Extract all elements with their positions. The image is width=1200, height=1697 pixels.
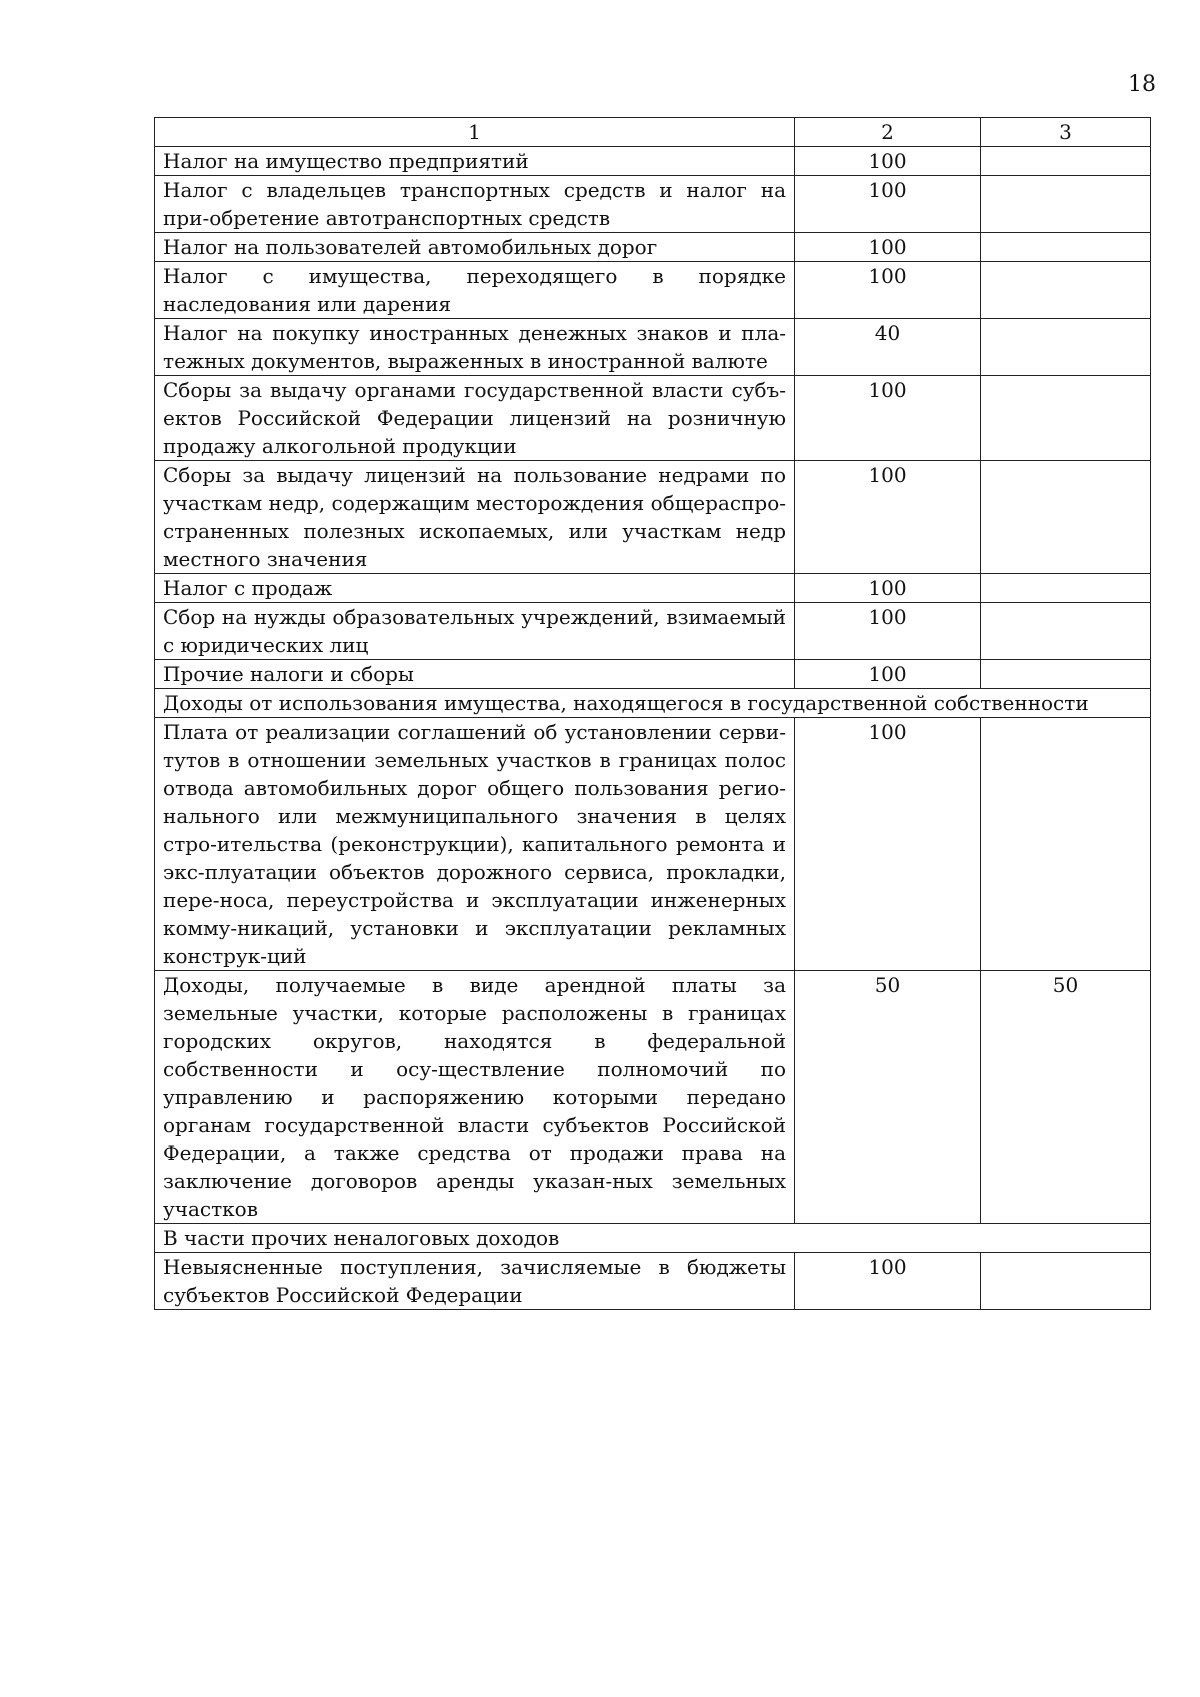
row-name: Налог с владельцев транспортных средств и налог на при-обретение автотранспортных средств	[155, 176, 795, 233]
row-value-col2: 100	[795, 176, 981, 233]
section-title-property: Доходы от использования имущества, находящегося в государственной собственности	[155, 689, 1151, 718]
row-value-col3	[981, 176, 1151, 233]
row-value-col2: 100	[795, 574, 981, 603]
row-value-col3	[981, 376, 1151, 461]
table-row	[155, 176, 1151, 233]
row-value-col2: 100	[795, 718, 981, 971]
table-header-row	[155, 118, 1151, 147]
column-header-1: 1	[155, 118, 795, 147]
table-row	[155, 262, 1151, 319]
row-value-col2: 100	[795, 660, 981, 689]
row-name: Доходы, получаемые в виде арендной платы за земельные участки, которые расположены в границах городских округов, находятся в федеральной собственности и осу-ществление полномочий по управлению и распоряжению которыми передано органам государственной власти субъектов Российской Федерации, а также средства от продажи права на заключение договоров аренды указан-ных земельных участков	[155, 971, 795, 1224]
table-row	[155, 660, 1151, 689]
row-value-col2: 100	[795, 147, 981, 176]
row-name: Невыясненные поступления, зачисляемые в бюджеты субъектов Российской Федерации	[155, 1253, 795, 1310]
row-value-col2: 40	[795, 319, 981, 376]
column-header-3: 3	[981, 118, 1151, 147]
row-name: Плата от реализации соглашений об установлении серви-тутов в отношении земельных участков в границах полос отвода автомобильных дорог общего пользования регио-нального или межмуниципального значения в целях стро-ительства (реконструкции), капитального ремонта и экс-плуатации объектов дорожного сервиса, прокладки, пере-носа, переустройства и эксплуатации инженерных комму-никаций, установки и эксплуатации рекламных конструк-ций	[155, 718, 795, 971]
table-row	[155, 461, 1151, 574]
table-row	[155, 376, 1151, 461]
row-name: Налог на покупку иностранных денежных знаков и пла-тежных документов, выраженных в иностранной валюте	[155, 319, 795, 376]
section-row	[155, 689, 1151, 718]
row-value-col3	[981, 147, 1151, 176]
table-row	[155, 233, 1151, 262]
row-name: Сборы за выдачу органами государственной власти субъ-ектов Российской Федерации лицензий на розничную продажу алкогольной продукции	[155, 376, 795, 461]
row-value-col3: 50	[981, 971, 1151, 1224]
section-title-other: В части прочих неналоговых доходов	[155, 1224, 1151, 1253]
row-value-col3	[981, 1253, 1151, 1310]
row-value-col3	[981, 461, 1151, 574]
table-row	[155, 603, 1151, 660]
row-value-col2: 100	[795, 603, 981, 660]
row-value-col3	[981, 660, 1151, 689]
table-row	[155, 971, 1151, 1224]
row-name: Налог на пользователей автомобильных дорог	[155, 233, 795, 262]
row-name: Сборы за выдачу лицензий на пользование недрами по участкам недр, содержащим месторождения общераспро-страненных полезных ископаемых, или участкам недр местного значения	[155, 461, 795, 574]
row-name: Налог с имущества, переходящего в порядке наследования или дарения	[155, 262, 795, 319]
row-value-col3	[981, 319, 1151, 376]
row-value-col3	[981, 262, 1151, 319]
row-name: Сбор на нужды образовательных учреждений, взимаемый с юридических лиц	[155, 603, 795, 660]
page-number: 18	[1128, 72, 1156, 97]
section-row	[155, 1224, 1151, 1253]
row-value-col3	[981, 574, 1151, 603]
table-row	[155, 574, 1151, 603]
revenue-distribution-table	[154, 117, 1151, 1310]
row-name: Прочие налоги и сборы	[155, 660, 795, 689]
row-value-col3	[981, 603, 1151, 660]
table-row	[155, 718, 1151, 971]
row-value-col2: 100	[795, 262, 981, 319]
row-value-col2: 50	[795, 971, 981, 1224]
table-row	[155, 1253, 1151, 1310]
row-value-col3	[981, 718, 1151, 971]
row-value-col2: 100	[795, 376, 981, 461]
table-row	[155, 319, 1151, 376]
row-name: Налог с продаж	[155, 574, 795, 603]
row-value-col2: 100	[795, 1253, 981, 1310]
row-value-col2: 100	[795, 233, 981, 262]
column-header-2: 2	[795, 118, 981, 147]
row-name: Налог на имущество предприятий	[155, 147, 795, 176]
row-value-col2: 100	[795, 461, 981, 574]
row-value-col3	[981, 233, 1151, 262]
table-row	[155, 147, 1151, 176]
